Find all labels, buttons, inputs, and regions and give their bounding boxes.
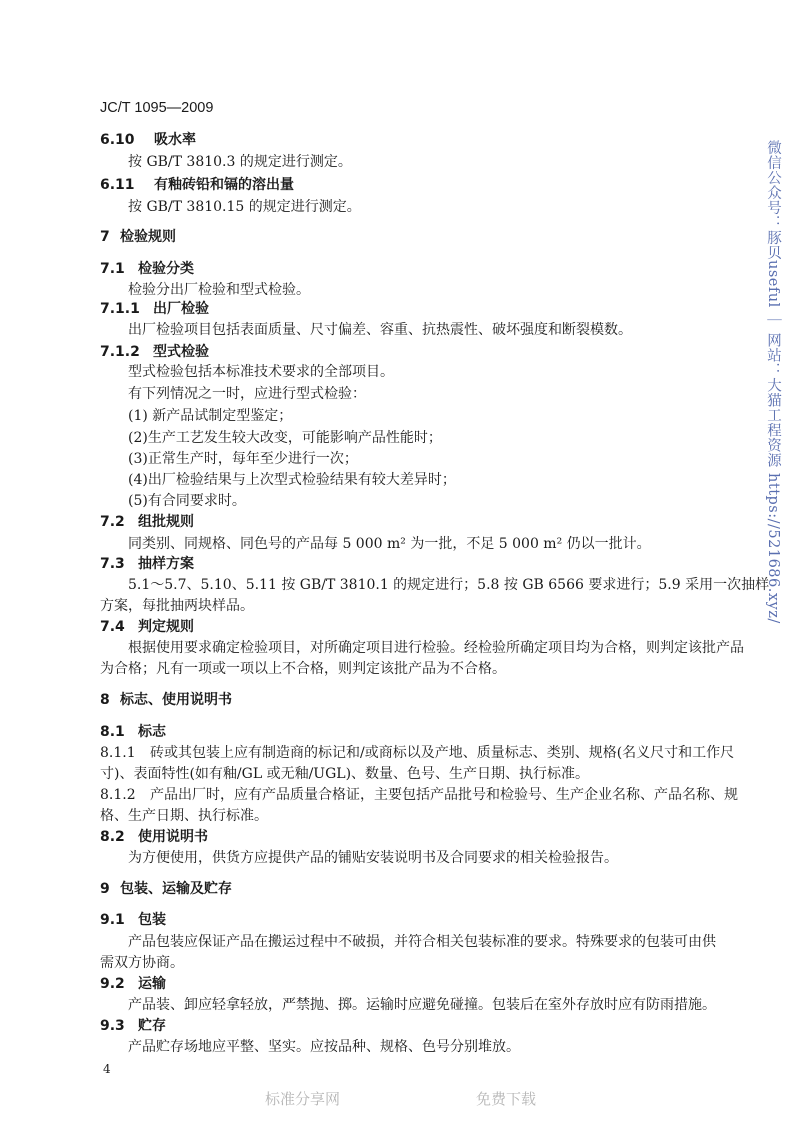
section-heading: 6.10 吸水率 — [100, 132, 196, 148]
chapter-heading: 7 检验规则 — [100, 229, 176, 245]
section-heading: 9.3 贮存 — [100, 1018, 166, 1034]
section-heading: 7.1 检验分类 — [100, 261, 194, 277]
paragraph-line: 寸)、表面特性(如有釉/GL 或无釉/UGL)、数量、色号、生产日期、执行标准。 — [100, 766, 590, 782]
paragraph-line: 5.1～5.7、5.10、5.11 按 GB/T 3810.1 的规定进行；5.8 按 GB 6566 要求进行；5.9 采用一次抽样 — [128, 577, 770, 593]
paragraph-line: 同类别、同规格、同色号的产品每 5 000 m² 为一批，不足 5 000 m² 仍以一批计。 — [128, 536, 651, 552]
chapter-heading: 8 标志、使用说明书 — [100, 692, 232, 708]
section-heading: 8.1 标志 — [100, 724, 166, 740]
page-number: 4 — [103, 1062, 111, 1076]
list-item: (2)生产工艺发生较大改变，可能影响产品性能时； — [128, 430, 442, 446]
paragraph-line: 为方便使用，供货方应提供产品的铺贴安装说明书及合同要求的相关检验报告。 — [128, 850, 618, 866]
footer-left-text[interactable]: 标准分享网 — [265, 1090, 341, 1108]
section-heading: 7.4 判定规则 — [100, 619, 194, 635]
section-heading: 7.2 组批规则 — [100, 514, 194, 530]
standard-code-header: JC/T 1095—2009 — [100, 100, 214, 116]
paragraph-line: 8.1.2 产品出厂时，应有产品质量合格证，主要包括产品批号和检验号、生产企业名称、产品名称、规 — [100, 787, 738, 803]
list-item: (1) 新产品试制定型鉴定； — [128, 408, 293, 424]
footer-right-text[interactable]: 免费下载 — [476, 1090, 537, 1108]
list-item: (3)正常生产时，每年至少进行一次； — [128, 451, 358, 467]
paragraph-line: 产品装、卸应轻拿轻放，严禁抛、掷。运输时应避免碰撞。包装后在室外存放时应有防雨措施。 — [128, 997, 716, 1013]
paragraph-line: 产品包装应保证产品在搬运过程中不破损，并符合相关包装标准的要求。特殊要求的包装可由供 — [128, 934, 716, 950]
paragraph-line: 根据使用要求确定检验项目，对所确定项目进行检验。经检验所确定项目均为合格，则判定该批产品 — [128, 640, 744, 656]
paragraph-line: 出厂检验项目包括表面质量、尺寸偏差、容重、抗热震性、破坏强度和断裂模数。 — [128, 322, 632, 338]
paragraph-line: 按 GB/T 3810.3 的规定进行测定。 — [128, 154, 352, 170]
paragraph-line: 需双方协商。 — [100, 955, 184, 971]
section-heading: 6.11 有釉砖铅和镉的溶出量 — [100, 177, 294, 193]
paragraph-line: 为合格；凡有一项或一项以上不合格，则判定该批产品为不合格。 — [100, 661, 506, 677]
paragraph-line: 检验分出厂检验和型式检验。 — [128, 282, 310, 298]
section-heading: 9.2 运输 — [100, 976, 166, 992]
list-item: (4)出厂检验结果与上次型式检验结果有较大差异时； — [128, 472, 456, 488]
paragraph-line: 型式检验包括本标准技术要求的全部项目。 — [128, 364, 394, 380]
paragraph-line: 按 GB/T 3810.15 的规定进行测定。 — [128, 199, 361, 215]
paragraph-line: 方案，每批抽两块样品。 — [100, 598, 254, 614]
list-item: (5)有合同要求时。 — [128, 493, 246, 509]
paragraph-line: 格、生产日期、执行标准。 — [100, 808, 268, 824]
section-heading: 9.1 包装 — [100, 912, 166, 928]
subsection-heading: 7.1.2 型式检验 — [100, 344, 209, 360]
side-watermark: 微信公众号：豚贝useful ｜ 网站：大猫工程资源 https://521686.xyz/ — [765, 140, 781, 624]
paragraph-line: 有下列情况之一时，应进行型式检验： — [128, 386, 366, 402]
section-heading: 8.2 使用说明书 — [100, 829, 208, 845]
paragraph-line: 8.1.1 砖或其包装上应有制造商的标记和/或商标以及产地、质量标志、类别、规格(名义尺寸和工作尺 — [100, 745, 735, 761]
chapter-heading: 9 包装、运输及贮存 — [100, 881, 232, 897]
section-heading: 7.3 抽样方案 — [100, 556, 194, 572]
paragraph-line: 产品贮存场地应平整、坚实。应按品种、规格、色号分别堆放。 — [128, 1039, 520, 1055]
subsection-heading: 7.1.1 出厂检验 — [100, 301, 209, 317]
